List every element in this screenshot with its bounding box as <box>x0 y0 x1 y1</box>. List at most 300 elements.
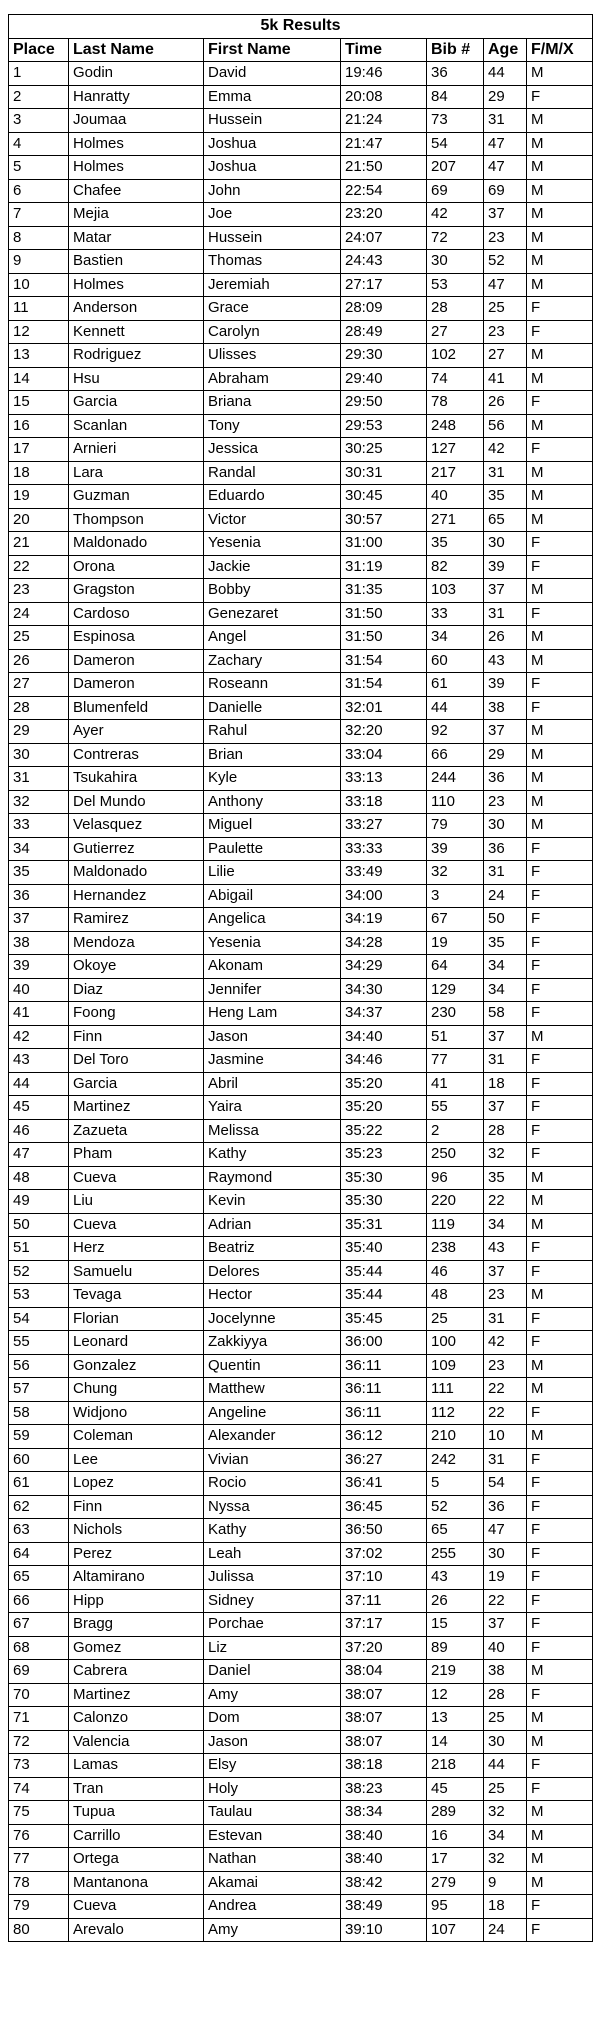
cell-gender: M <box>527 649 593 673</box>
table-row <box>9 955 593 979</box>
cell-gender: F <box>527 1589 593 1613</box>
cell-age: 29 <box>484 85 527 109</box>
cell-last-name: Thompson <box>69 508 204 532</box>
cell-first-name: Beatriz <box>204 1237 341 1261</box>
table-title: 5k Results <box>9 15 593 39</box>
cell-first-name: Kathy <box>204 1519 341 1543</box>
cell-age: 41 <box>484 367 527 391</box>
cell-gender: F <box>527 532 593 556</box>
cell-bib: 255 <box>427 1542 484 1566</box>
cell-first-name: Jeremiah <box>204 273 341 297</box>
cell-first-name: Jason <box>204 1025 341 1049</box>
cell-gender: M <box>527 1425 593 1449</box>
cell-time: 33:49 <box>341 861 427 885</box>
cell-age: 37 <box>484 1613 527 1637</box>
cell-age: 50 <box>484 908 527 932</box>
cell-gender: M <box>527 1730 593 1754</box>
cell-gender: F <box>527 85 593 109</box>
cell-place: 44 <box>9 1072 69 1096</box>
cell-gender: F <box>527 1448 593 1472</box>
cell-bib: 44 <box>427 696 484 720</box>
cell-place: 21 <box>9 532 69 556</box>
cell-bib: 100 <box>427 1331 484 1355</box>
table-row <box>9 767 593 791</box>
cell-age: 69 <box>484 179 527 203</box>
cell-first-name: Sidney <box>204 1589 341 1613</box>
cell-place: 5 <box>9 156 69 180</box>
results-body <box>9 62 593 1942</box>
cell-gender: M <box>527 1848 593 1872</box>
cell-last-name: Anderson <box>69 297 204 321</box>
cell-time: 36:11 <box>341 1354 427 1378</box>
cell-last-name: Calonzo <box>69 1707 204 1731</box>
cell-place: 68 <box>9 1636 69 1660</box>
cell-place: 32 <box>9 790 69 814</box>
cell-last-name: Zazueta <box>69 1119 204 1143</box>
cell-time: 29:30 <box>341 344 427 368</box>
cell-bib: 52 <box>427 1495 484 1519</box>
cell-first-name: Victor <box>204 508 341 532</box>
cell-age: 47 <box>484 156 527 180</box>
cell-bib: 60 <box>427 649 484 673</box>
cell-bib: 36 <box>427 62 484 86</box>
cell-bib: 67 <box>427 908 484 932</box>
cell-place: 22 <box>9 555 69 579</box>
cell-time: 34:37 <box>341 1002 427 1026</box>
cell-bib: 13 <box>427 1707 484 1731</box>
cell-age: 31 <box>484 1049 527 1073</box>
cell-first-name: Brian <box>204 743 341 767</box>
cell-gender: F <box>527 1754 593 1778</box>
cell-last-name: Kennett <box>69 320 204 344</box>
cell-first-name: Bobby <box>204 579 341 603</box>
cell-time: 34:46 <box>341 1049 427 1073</box>
cell-gender: M <box>527 1801 593 1825</box>
cell-first-name: Adrian <box>204 1213 341 1237</box>
cell-bib: 218 <box>427 1754 484 1778</box>
cell-place: 1 <box>9 62 69 86</box>
cell-place: 3 <box>9 109 69 133</box>
table-row <box>9 62 593 86</box>
cell-last-name: Gomez <box>69 1636 204 1660</box>
cell-last-name: Holmes <box>69 156 204 180</box>
cell-gender: F <box>527 696 593 720</box>
cell-place: 72 <box>9 1730 69 1754</box>
cell-first-name: Jocelynne <box>204 1307 341 1331</box>
cell-place: 74 <box>9 1777 69 1801</box>
cell-time: 38:07 <box>341 1707 427 1731</box>
cell-place: 49 <box>9 1190 69 1214</box>
cell-last-name: Rodriguez <box>69 344 204 368</box>
cell-time: 31:50 <box>341 626 427 650</box>
cell-place: 40 <box>9 978 69 1002</box>
cell-bib: 78 <box>427 391 484 415</box>
cell-gender: F <box>527 1777 593 1801</box>
cell-first-name: Abraham <box>204 367 341 391</box>
cell-bib: 51 <box>427 1025 484 1049</box>
cell-place: 71 <box>9 1707 69 1731</box>
cell-last-name: Valencia <box>69 1730 204 1754</box>
cell-gender: M <box>527 273 593 297</box>
cell-bib: 89 <box>427 1636 484 1660</box>
cell-last-name: Ayer <box>69 720 204 744</box>
cell-bib: 220 <box>427 1190 484 1214</box>
cell-last-name: Okoye <box>69 955 204 979</box>
cell-time: 32:01 <box>341 696 427 720</box>
cell-time: 31:00 <box>341 532 427 556</box>
cell-place: 37 <box>9 908 69 932</box>
cell-age: 24 <box>484 1918 527 1942</box>
cell-place: 80 <box>9 1918 69 1942</box>
cell-place: 12 <box>9 320 69 344</box>
cell-first-name: Kevin <box>204 1190 341 1214</box>
table-row <box>9 1895 593 1919</box>
cell-bib: 289 <box>427 1801 484 1825</box>
cell-gender: M <box>527 179 593 203</box>
cell-bib: 73 <box>427 109 484 133</box>
cell-age: 42 <box>484 1331 527 1355</box>
cell-age: 25 <box>484 1707 527 1731</box>
cell-gender: F <box>527 1049 593 1073</box>
cell-age: 44 <box>484 1754 527 1778</box>
cell-age: 28 <box>484 1683 527 1707</box>
cell-age: 29 <box>484 743 527 767</box>
cell-bib: 12 <box>427 1683 484 1707</box>
cell-time: 21:47 <box>341 132 427 156</box>
cell-time: 35:23 <box>341 1143 427 1167</box>
cell-last-name: Arnieri <box>69 438 204 462</box>
cell-bib: 127 <box>427 438 484 462</box>
cell-place: 27 <box>9 673 69 697</box>
cell-last-name: Scanlan <box>69 414 204 438</box>
table-row <box>9 908 593 932</box>
table-row <box>9 837 593 861</box>
cell-time: 37:10 <box>341 1566 427 1590</box>
table-row <box>9 226 593 250</box>
table-row <box>9 626 593 650</box>
cell-bib: 217 <box>427 461 484 485</box>
cell-gender: M <box>527 1707 593 1731</box>
cell-time: 35:44 <box>341 1284 427 1308</box>
cell-age: 31 <box>484 109 527 133</box>
cell-age: 36 <box>484 1495 527 1519</box>
cell-bib: 103 <box>427 579 484 603</box>
cell-time: 35:22 <box>341 1119 427 1143</box>
cell-gender: M <box>527 1378 593 1402</box>
cell-gender: F <box>527 1519 593 1543</box>
cell-age: 26 <box>484 391 527 415</box>
cell-time: 34:29 <box>341 955 427 979</box>
cell-gender: F <box>527 391 593 415</box>
cell-last-name: Bragg <box>69 1613 204 1637</box>
cell-place: 7 <box>9 203 69 227</box>
cell-last-name: Gutierrez <box>69 837 204 861</box>
cell-time: 22:54 <box>341 179 427 203</box>
cell-time: 21:50 <box>341 156 427 180</box>
cell-bib: 109 <box>427 1354 484 1378</box>
cell-bib: 82 <box>427 555 484 579</box>
cell-time: 27:17 <box>341 273 427 297</box>
cell-first-name: Matthew <box>204 1378 341 1402</box>
cell-age: 27 <box>484 344 527 368</box>
cell-last-name: Martinez <box>69 1096 204 1120</box>
cell-time: 35:20 <box>341 1072 427 1096</box>
cell-first-name: Taulau <box>204 1801 341 1825</box>
cell-first-name: Heng Lam <box>204 1002 341 1026</box>
cell-bib: 35 <box>427 532 484 556</box>
table-row <box>9 1613 593 1637</box>
cell-first-name: Porchae <box>204 1613 341 1637</box>
table-row <box>9 85 593 109</box>
cell-bib: 39 <box>427 837 484 861</box>
cell-last-name: Tran <box>69 1777 204 1801</box>
cell-age: 37 <box>484 1260 527 1284</box>
cell-age: 22 <box>484 1401 527 1425</box>
table-row <box>9 673 593 697</box>
cell-time: 19:46 <box>341 62 427 86</box>
cell-time: 38:23 <box>341 1777 427 1801</box>
cell-age: 34 <box>484 955 527 979</box>
cell-place: 25 <box>9 626 69 650</box>
cell-bib: 61 <box>427 673 484 697</box>
cell-time: 30:25 <box>341 438 427 462</box>
cell-last-name: Del Mundo <box>69 790 204 814</box>
cell-gender: F <box>527 1401 593 1425</box>
cell-time: 33:04 <box>341 743 427 767</box>
table-row <box>9 1002 593 1026</box>
cell-place: 33 <box>9 814 69 838</box>
cell-gender: M <box>527 720 593 744</box>
table-row <box>9 1636 593 1660</box>
header-place: Place <box>9 38 69 62</box>
cell-first-name: Kathy <box>204 1143 341 1167</box>
cell-time: 38:18 <box>341 1754 427 1778</box>
cell-first-name: Alexander <box>204 1425 341 1449</box>
cell-bib: 79 <box>427 814 484 838</box>
cell-place: 42 <box>9 1025 69 1049</box>
cell-first-name: Miguel <box>204 814 341 838</box>
table-row <box>9 1284 593 1308</box>
cell-bib: 242 <box>427 1448 484 1472</box>
table-row <box>9 297 593 321</box>
cell-last-name: Ortega <box>69 1848 204 1872</box>
cell-first-name: Daniel <box>204 1660 341 1684</box>
cell-bib: 119 <box>427 1213 484 1237</box>
cell-time: 36:12 <box>341 1425 427 1449</box>
cell-place: 64 <box>9 1542 69 1566</box>
cell-age: 32 <box>484 1801 527 1825</box>
cell-age: 18 <box>484 1895 527 1919</box>
cell-bib: 30 <box>427 250 484 274</box>
cell-time: 33:13 <box>341 767 427 791</box>
cell-bib: 42 <box>427 203 484 227</box>
cell-place: 70 <box>9 1683 69 1707</box>
cell-age: 43 <box>484 1237 527 1261</box>
table-row <box>9 555 593 579</box>
cell-time: 31:35 <box>341 579 427 603</box>
cell-last-name: Ramirez <box>69 908 204 932</box>
cell-last-name: Cueva <box>69 1166 204 1190</box>
cell-bib: 14 <box>427 1730 484 1754</box>
cell-last-name: Del Toro <box>69 1049 204 1073</box>
cell-first-name: Angeline <box>204 1401 341 1425</box>
cell-first-name: Jasmine <box>204 1049 341 1073</box>
cell-age: 35 <box>484 931 527 955</box>
cell-first-name: Akamai <box>204 1871 341 1895</box>
cell-gender: M <box>527 250 593 274</box>
cell-last-name: Garcia <box>69 1072 204 1096</box>
cell-age: 35 <box>484 485 527 509</box>
cell-age: 18 <box>484 1072 527 1096</box>
cell-age: 32 <box>484 1143 527 1167</box>
table-row <box>9 461 593 485</box>
cell-bib: 110 <box>427 790 484 814</box>
cell-time: 29:40 <box>341 367 427 391</box>
cell-first-name: John <box>204 179 341 203</box>
table-row <box>9 1143 593 1167</box>
cell-place: 62 <box>9 1495 69 1519</box>
cell-gender: F <box>527 1260 593 1284</box>
cell-age: 30 <box>484 814 527 838</box>
table-row <box>9 109 593 133</box>
cell-time: 35:45 <box>341 1307 427 1331</box>
table-row <box>9 1190 593 1214</box>
cell-place: 55 <box>9 1331 69 1355</box>
cell-place: 8 <box>9 226 69 250</box>
title-row <box>9 15 593 39</box>
cell-place: 51 <box>9 1237 69 1261</box>
cell-last-name: Velasquez <box>69 814 204 838</box>
cell-age: 37 <box>484 720 527 744</box>
cell-last-name: Foong <box>69 1002 204 1026</box>
header-gender: F/M/X <box>527 38 593 62</box>
cell-first-name: Estevan <box>204 1824 341 1848</box>
cell-last-name: Garcia <box>69 391 204 415</box>
cell-time: 35:30 <box>341 1190 427 1214</box>
cell-first-name: Tony <box>204 414 341 438</box>
cell-bib: 244 <box>427 767 484 791</box>
cell-first-name: Ulisses <box>204 344 341 368</box>
cell-place: 79 <box>9 1895 69 1919</box>
cell-last-name: Dameron <box>69 649 204 673</box>
table-row <box>9 1660 593 1684</box>
cell-time: 31:54 <box>341 673 427 697</box>
cell-time: 35:44 <box>341 1260 427 1284</box>
cell-bib: 74 <box>427 367 484 391</box>
table-row <box>9 790 593 814</box>
cell-bib: 250 <box>427 1143 484 1167</box>
cell-place: 57 <box>9 1378 69 1402</box>
cell-place: 43 <box>9 1049 69 1073</box>
cell-time: 38:07 <box>341 1683 427 1707</box>
cell-gender: F <box>527 884 593 908</box>
cell-age: 25 <box>484 297 527 321</box>
cell-first-name: Joshua <box>204 156 341 180</box>
cell-gender: M <box>527 1354 593 1378</box>
table-row <box>9 1072 593 1096</box>
cell-age: 22 <box>484 1589 527 1613</box>
cell-gender: M <box>527 579 593 603</box>
cell-bib: 107 <box>427 1918 484 1942</box>
table-row <box>9 179 593 203</box>
cell-last-name: Altamirano <box>69 1566 204 1590</box>
cell-last-name: Joumaa <box>69 109 204 133</box>
cell-time: 38:34 <box>341 1801 427 1825</box>
cell-age: 44 <box>484 62 527 86</box>
cell-time: 36:11 <box>341 1378 427 1402</box>
cell-gender: F <box>527 1918 593 1942</box>
cell-first-name: Joshua <box>204 132 341 156</box>
cell-first-name: Danielle <box>204 696 341 720</box>
cell-gender: F <box>527 1096 593 1120</box>
cell-first-name: Amy <box>204 1918 341 1942</box>
cell-first-name: Nathan <box>204 1848 341 1872</box>
cell-bib: 248 <box>427 414 484 438</box>
cell-first-name: Jackie <box>204 555 341 579</box>
cell-first-name: Yesenia <box>204 532 341 556</box>
cell-age: 22 <box>484 1378 527 1402</box>
cell-first-name: Elsy <box>204 1754 341 1778</box>
cell-gender: F <box>527 320 593 344</box>
table-row <box>9 1166 593 1190</box>
cell-first-name: Delores <box>204 1260 341 1284</box>
cell-last-name: Blumenfeld <box>69 696 204 720</box>
cell-time: 24:07 <box>341 226 427 250</box>
cell-time: 35:40 <box>341 1237 427 1261</box>
cell-time: 20:08 <box>341 85 427 109</box>
table-row <box>9 649 593 673</box>
cell-gender: M <box>527 132 593 156</box>
cell-place: 29 <box>9 720 69 744</box>
cell-gender: M <box>527 1284 593 1308</box>
table-row <box>9 1119 593 1143</box>
cell-gender: F <box>527 1566 593 1590</box>
cell-bib: 25 <box>427 1307 484 1331</box>
cell-first-name: Angelica <box>204 908 341 932</box>
cell-last-name: Finn <box>69 1025 204 1049</box>
cell-last-name: Contreras <box>69 743 204 767</box>
cell-last-name: Hanratty <box>69 85 204 109</box>
cell-gender: F <box>527 602 593 626</box>
cell-time: 29:53 <box>341 414 427 438</box>
cell-bib: 102 <box>427 344 484 368</box>
cell-place: 47 <box>9 1143 69 1167</box>
cell-gender: M <box>527 344 593 368</box>
cell-time: 37:20 <box>341 1636 427 1660</box>
cell-first-name: Paulette <box>204 837 341 861</box>
header-first-name: First Name <box>204 38 341 62</box>
cell-bib: 43 <box>427 1566 484 1590</box>
cell-first-name: Andrea <box>204 1895 341 1919</box>
cell-bib: 28 <box>427 297 484 321</box>
cell-gender: F <box>527 1495 593 1519</box>
cell-place: 26 <box>9 649 69 673</box>
cell-first-name: Raymond <box>204 1166 341 1190</box>
cell-age: 31 <box>484 602 527 626</box>
cell-bib: 238 <box>427 1237 484 1261</box>
results-sheet <box>8 14 592 1942</box>
cell-place: 65 <box>9 1566 69 1590</box>
cell-first-name: Vivian <box>204 1448 341 1472</box>
cell-place: 36 <box>9 884 69 908</box>
cell-first-name: Quentin <box>204 1354 341 1378</box>
cell-place: 50 <box>9 1213 69 1237</box>
cell-time: 35:20 <box>341 1096 427 1120</box>
cell-time: 39:10 <box>341 1918 427 1942</box>
cell-gender: F <box>527 908 593 932</box>
cell-place: 56 <box>9 1354 69 1378</box>
cell-bib: 72 <box>427 226 484 250</box>
